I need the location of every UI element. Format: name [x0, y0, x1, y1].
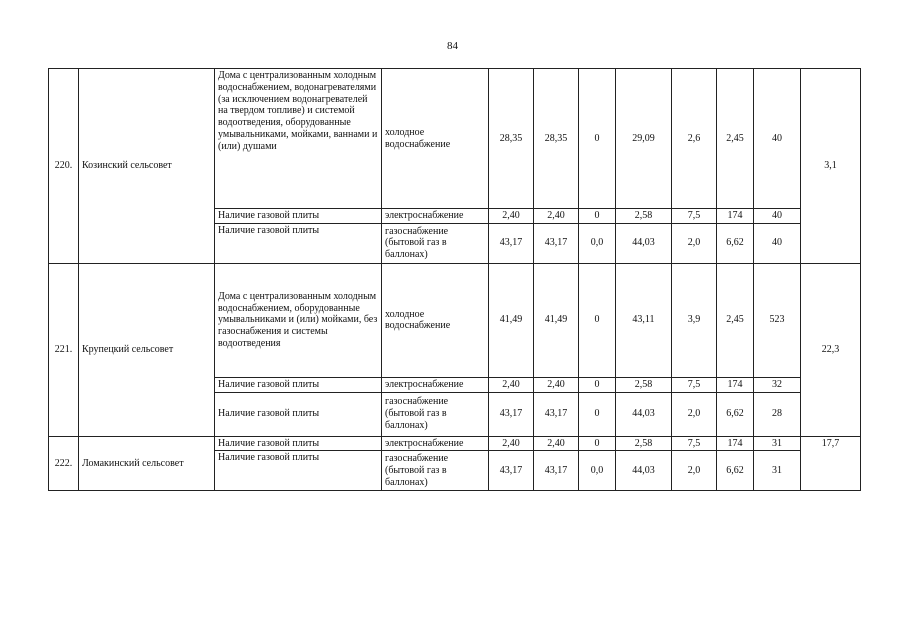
- service-type: холодное водоснабжение: [382, 69, 489, 209]
- housing-description: Наличие газовой плиты: [215, 451, 382, 491]
- value-cell: 6,62: [717, 392, 754, 436]
- value-cell: 2,45: [717, 263, 754, 377]
- value-cell: 2,58: [616, 209, 672, 224]
- service-type: электроснабжение: [382, 209, 489, 224]
- service-type: электроснабжение: [382, 436, 489, 451]
- value-cell: 7,5: [672, 436, 717, 451]
- value-cell: 43,17: [534, 223, 579, 263]
- value-cell: 31: [754, 451, 801, 491]
- value-cell: 2,40: [489, 377, 534, 392]
- value-cell: 7,5: [672, 377, 717, 392]
- row-number: 222.: [49, 436, 79, 491]
- value-cell: 0: [579, 392, 616, 436]
- value-cell: 0: [579, 69, 616, 209]
- value-cell: 0: [579, 263, 616, 377]
- value-cell: 31: [754, 436, 801, 451]
- value-cell: 41,49: [534, 263, 579, 377]
- value-cell: 174: [717, 377, 754, 392]
- settlement-name: Козинский сельсовет: [79, 69, 215, 264]
- housing-description: Наличие газовой плиты: [215, 436, 382, 451]
- service-type: газоснабжение (бытовой газ в баллонах): [382, 392, 489, 436]
- value-cell: 40: [754, 223, 801, 263]
- value-cell: 44,03: [616, 451, 672, 491]
- tariff-table: [48, 68, 861, 491]
- row-number: 221.: [49, 263, 79, 436]
- page-number: 84: [447, 40, 458, 52]
- housing-description: Наличие газовой плиты: [215, 209, 382, 224]
- value-cell: 0,0: [579, 223, 616, 263]
- value-cell: 6,62: [717, 223, 754, 263]
- total-value: 17,7: [801, 436, 861, 491]
- value-cell: 28: [754, 392, 801, 436]
- value-cell: 40: [754, 209, 801, 224]
- value-cell: 43,17: [489, 451, 534, 491]
- value-cell: 523: [754, 263, 801, 377]
- value-cell: 40: [754, 69, 801, 209]
- value-cell: 2,0: [672, 223, 717, 263]
- value-cell: 2,40: [489, 209, 534, 224]
- value-cell: 44,03: [616, 392, 672, 436]
- value-cell: 0,0: [579, 451, 616, 491]
- service-type: электроснабжение: [382, 377, 489, 392]
- value-cell: 2,58: [616, 436, 672, 451]
- service-type: холодное водоснабжение: [382, 263, 489, 377]
- value-cell: 43,17: [489, 392, 534, 436]
- service-type: газоснабжение (бытовой газ в баллонах): [382, 451, 489, 491]
- value-cell: 2,0: [672, 451, 717, 491]
- housing-description: Наличие газовой плиты: [215, 392, 382, 436]
- value-cell: 32: [754, 377, 801, 392]
- value-cell: 43,11: [616, 263, 672, 377]
- value-cell: 2,40: [489, 436, 534, 451]
- housing-description: Дома с централизованным холодным водоснабжением, оборудованные умывальниками и (или) мойками, без газоснабжения и системы водоотведения: [215, 263, 382, 377]
- service-type: газоснабжение (бытовой газ в баллонах): [382, 223, 489, 263]
- value-cell: 28,35: [534, 69, 579, 209]
- value-cell: 0: [579, 436, 616, 451]
- value-cell: 2,40: [534, 377, 579, 392]
- table-row: [49, 263, 861, 377]
- housing-description: Дома с централизованным холодным водоснабжением, водонагревателями (за исключением водонагревателей на твердом топливе) и системой водоотведения, оборудованные умывальниками, мойками, ваннами и (или) душами: [215, 69, 382, 209]
- value-cell: 3,9: [672, 263, 717, 377]
- table-row: [49, 69, 861, 209]
- value-cell: 43,17: [489, 223, 534, 263]
- value-cell: 2,45: [717, 69, 754, 209]
- value-cell: 41,49: [489, 263, 534, 377]
- value-cell: 6,62: [717, 451, 754, 491]
- total-value: 3,1: [801, 69, 861, 264]
- value-cell: 29,09: [616, 69, 672, 209]
- row-number: 220.: [49, 69, 79, 264]
- value-cell: 43,17: [534, 451, 579, 491]
- value-cell: 2,40: [534, 436, 579, 451]
- settlement-name: Ломакинский сельсовет: [79, 436, 215, 491]
- housing-description: Наличие газовой плиты: [215, 223, 382, 263]
- value-cell: 2,6: [672, 69, 717, 209]
- value-cell: 174: [717, 209, 754, 224]
- value-cell: 28,35: [489, 69, 534, 209]
- value-cell: 2,40: [534, 209, 579, 224]
- table-row: [49, 436, 861, 451]
- value-cell: 174: [717, 436, 754, 451]
- total-value: 22,3: [801, 263, 861, 436]
- housing-description: Наличие газовой плиты: [215, 377, 382, 392]
- value-cell: 44,03: [616, 223, 672, 263]
- value-cell: 43,17: [534, 392, 579, 436]
- value-cell: 2,58: [616, 377, 672, 392]
- value-cell: 0: [579, 377, 616, 392]
- value-cell: 7,5: [672, 209, 717, 224]
- value-cell: 2,0: [672, 392, 717, 436]
- settlement-name: Крупецкий сельсовет: [79, 263, 215, 436]
- value-cell: 0: [579, 209, 616, 224]
